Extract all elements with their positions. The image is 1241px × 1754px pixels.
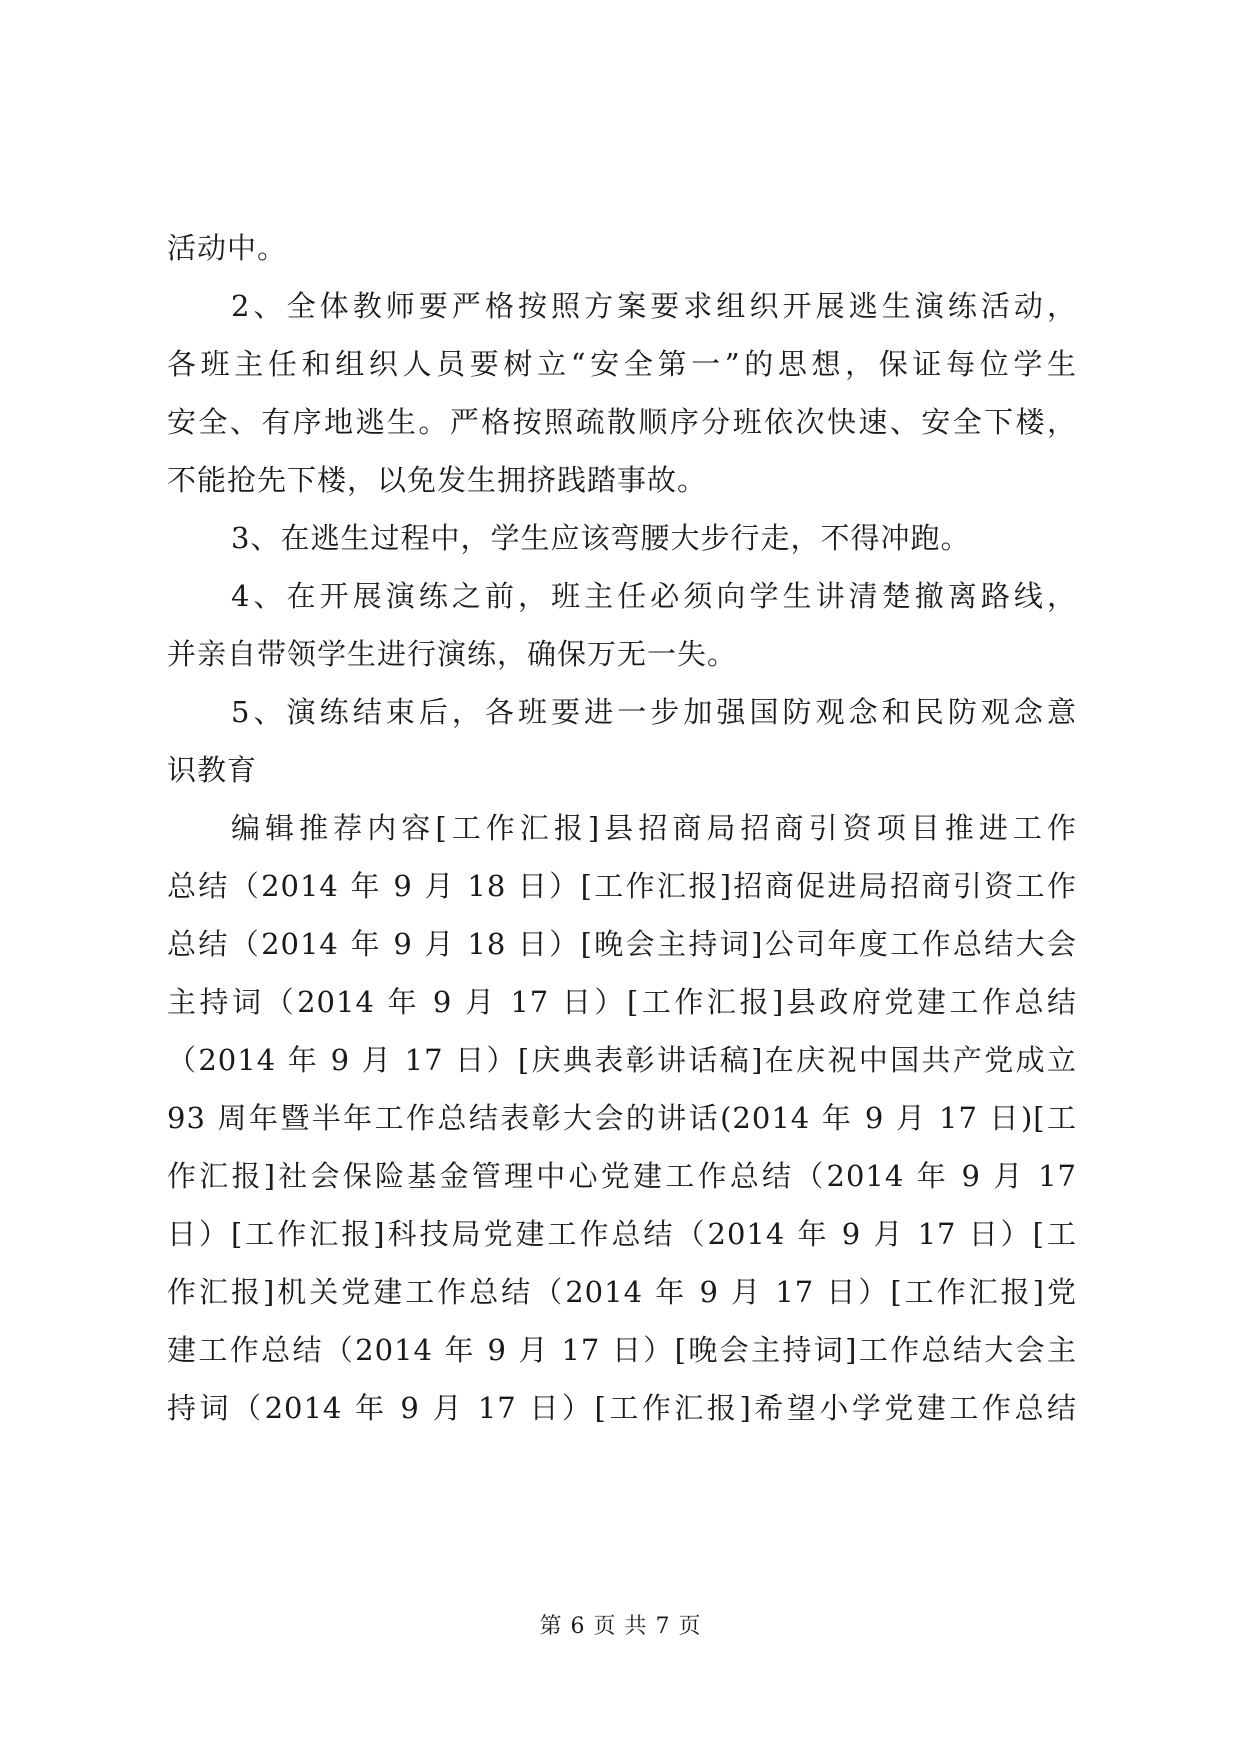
text-line: 93 周年暨半年工作总结表彰大会的讲话(2014 年 9 月 17 日)[工 (167, 1101, 1077, 1135)
page-number-footer: 第 6 页 共 7 页 (539, 1614, 702, 1639)
text-line: 建工作总结（2014 年 9 月 17 日）[晚会主持词]工作总结大会主 (167, 1333, 1077, 1367)
text-line: 不能抢先下楼，以免发生拥挤践踏事故。 (167, 463, 708, 497)
text-line: 活动中。 (167, 231, 288, 265)
text-line: 主持词（2014 年 9 月 17 日）[工作汇报]县政府党建工作总结 (167, 985, 1077, 1019)
text-line: 作汇报]机关党建工作总结（2014 年 9 月 17 日）[工作汇报]党 (167, 1275, 1077, 1309)
text-line: 作汇报]社会保险基金管理中心党建工作总结（2014 年 9 月 17 (167, 1159, 1077, 1193)
list-item-2-line: 2、全体教师要严格按照方案要求组织开展逃生演练活动， (231, 289, 1077, 323)
text-line: 总结（2014 年 9 月 18 日）[晚会主持词]公司年度工作总结大会 (167, 927, 1077, 961)
list-item-3-line: 3、在逃生过程中，学生应该弯腰大步行走，不得冲跑。 (231, 521, 971, 555)
text-line: （2014 年 9 月 17 日）[庆典表彰讲话稿]在庆祝中国共产党成立 (167, 1043, 1077, 1077)
list-item-4-line: 4、在开展演练之前，班主任必须向学生讲清楚撤离路线， (231, 579, 1077, 613)
list-item-5-line: 5、演练结束后，各班要进一步加强国防观念和民防观念意 (231, 695, 1077, 729)
text-line: 各班主任和组织人员要树立“安全第一”的思想，保证每位学生 (167, 347, 1077, 381)
text-line: 持词（2014 年 9 月 17 日）[工作汇报]希望小学党建工作总结 (167, 1391, 1077, 1425)
text-line: 总结（2014 年 9 月 18 日）[工作汇报]招商促进局招商引资工作 (167, 869, 1078, 903)
text-line: 识教育 (167, 753, 258, 787)
text-line: 安全、有序地逃生。严格按照疏散顺序分班依次快速、安全下楼， (167, 405, 1077, 439)
recommended-content-line: 编辑推荐内容[工作汇报]县招商局招商引资项目推进工作 (231, 811, 1077, 845)
text-line: 并亲自带领学生进行演练，确保万无一失。 (167, 637, 738, 671)
text-line: 日）[工作汇报]科技局党建工作总结（2014 年 9 月 17 日）[工 (167, 1217, 1077, 1251)
